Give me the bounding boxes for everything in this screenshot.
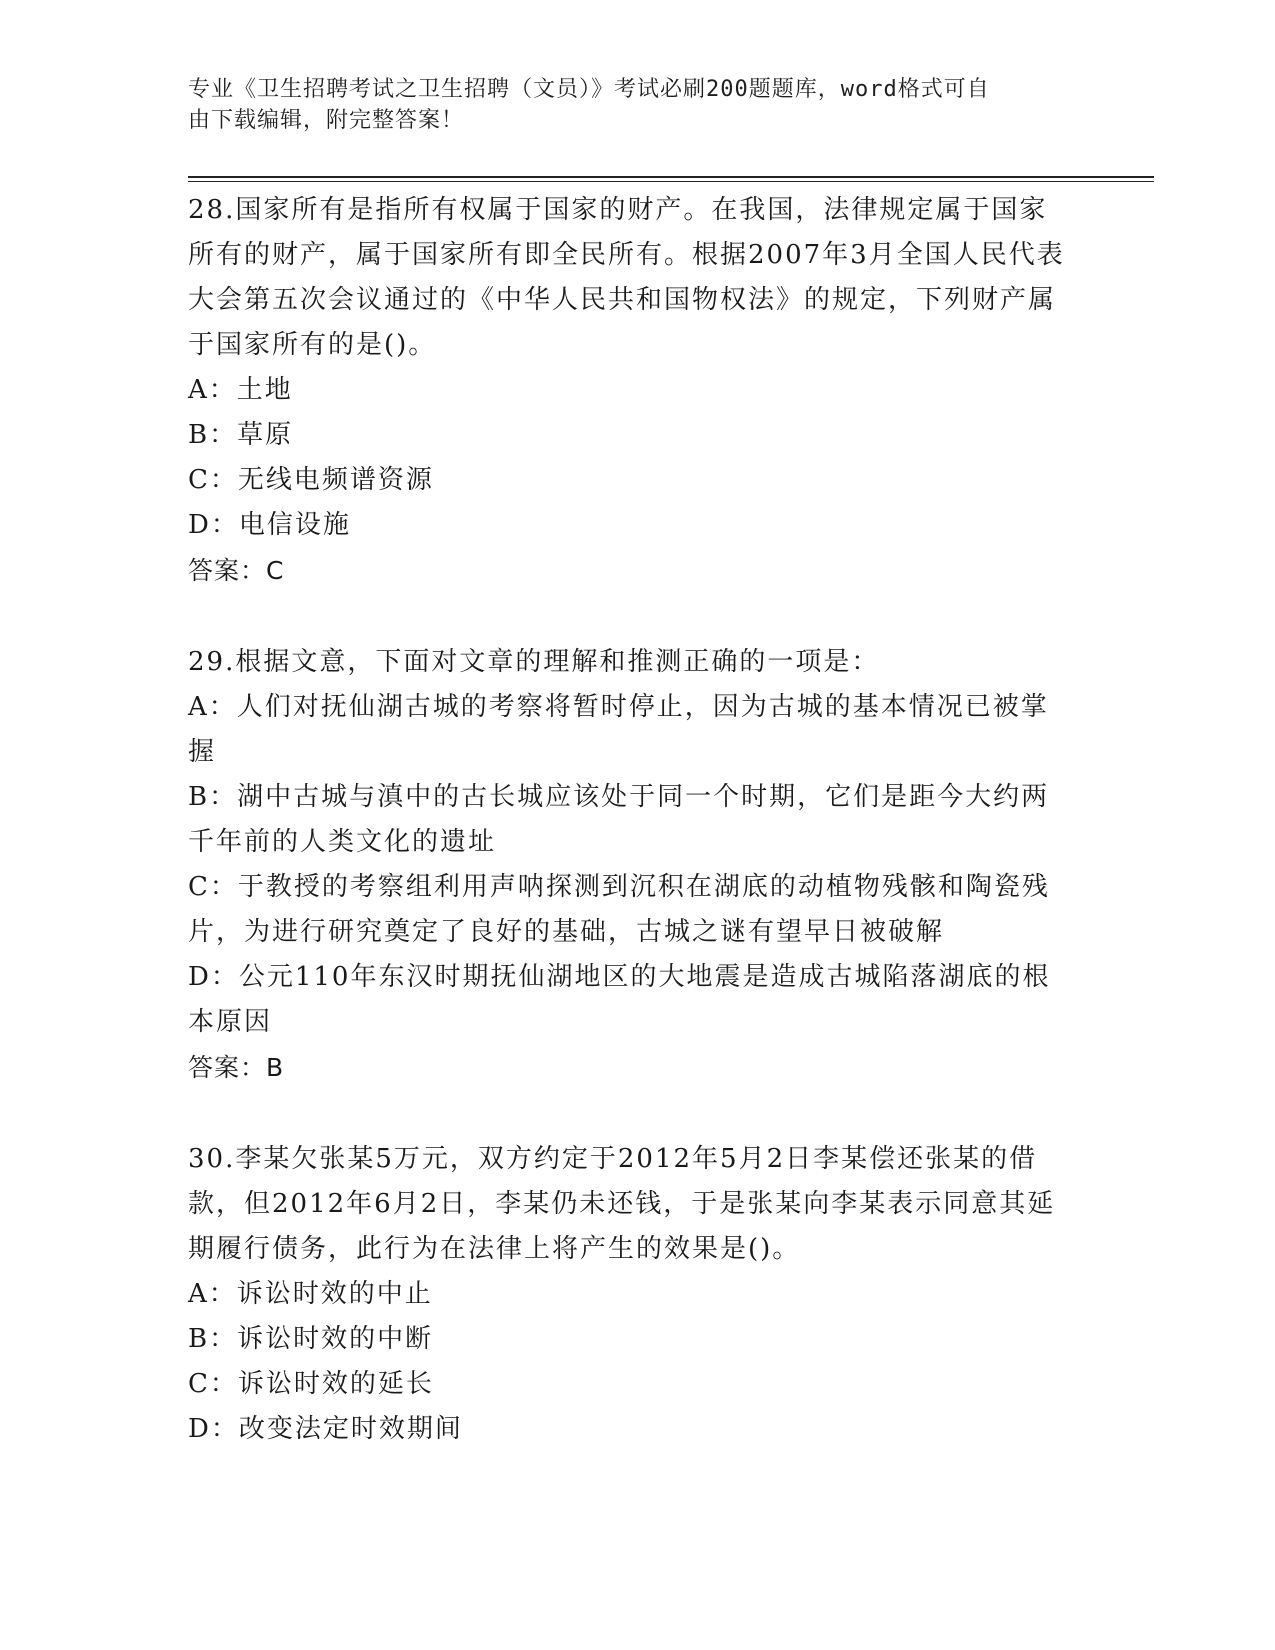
- option-a: A：诉讼时效的中止: [188, 1279, 433, 1309]
- option-b: B：湖中古城与滇中的古长城应该处于同一个时期，它们是距今大约两千年前的人类文化的遗址: [188, 782, 1050, 857]
- option-b: B：诉讼时效的中断: [188, 1324, 434, 1354]
- question-spacer: [188, 593, 1068, 640]
- option-d: D：电信设施: [188, 510, 351, 540]
- question-stem: 30.李某欠张某5万元，双方约定于2012年5月2日李某偿还张某的借款，但2012年6月2日，李某仍未还钱，于是张某向李某表示同意其延期履行债务，此行为在法律上将产生的效果是()。: [188, 1144, 1056, 1264]
- header-divider-thin: [188, 181, 1154, 182]
- question-30: [188, 1137, 1068, 1452]
- header-line-2: 由下载编辑，附完整答案！: [188, 108, 465, 133]
- question-stem: 28.国家所有是指所有权属于国家的财产。在我国，法律规定属于国家所有的财产，属于国家所有即全民所有。根据2007年3月全国人民代表大会第五次会议通过的《中华人民共和国物权法》的规定，下列财产属于国家所有的是()。: [188, 195, 1065, 360]
- option-c: C：于教授的考察组利用声呐探测到沉积在湖底的动植物残骸和陶瓷残片，为进行研究奠定了良好的基础，古城之谜有望早日被破解: [188, 872, 1050, 947]
- question-29: [188, 640, 1068, 1090]
- option-c: C：诉讼时效的延长: [188, 1369, 434, 1399]
- question-list: [188, 188, 1068, 1452]
- question-spacer: [188, 1090, 1068, 1137]
- option-a: A：土地: [188, 375, 293, 405]
- question-28: [188, 188, 1068, 593]
- option-d: D：公元110年东汉时期抚仙湖地区的大地震是造成古城陷落湖底的根本原因: [188, 962, 1051, 1037]
- question-stem: 29.根据文意，下面对文章的理解和推测正确的一项是：: [188, 647, 880, 677]
- option-c: C：无线电频谱资源: [188, 465, 434, 495]
- option-b: B：草原: [188, 420, 294, 450]
- document-header: [188, 74, 1068, 136]
- header-divider-thick: [188, 176, 1154, 178]
- option-d: D：改变法定时效期间: [188, 1414, 463, 1444]
- header-line-1: 专业《卫生招聘考试之卫生招聘（文员）》考试必刷200题题库，word格式可自: [188, 77, 990, 102]
- answer-line: 答案：B: [188, 1053, 285, 1082]
- answer-line: 答案：C: [188, 556, 285, 585]
- option-a: A：人们对抚仙湖古城的考察将暂时停止，因为古城的基本情况已被掌握: [188, 692, 1049, 767]
